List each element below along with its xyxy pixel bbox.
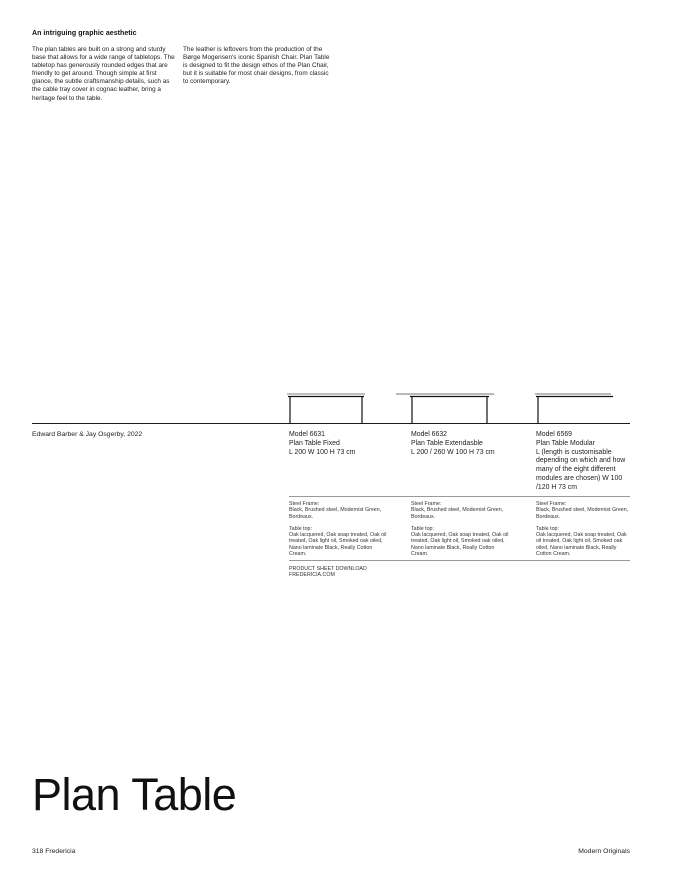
model-6631-info	[289, 431, 404, 457]
intro-heading: An intriguing graphic aesthetic	[32, 30, 137, 37]
top-label: Table top:	[536, 525, 559, 532]
main-divider	[32, 423, 630, 424]
table-modular-drawing	[533, 392, 615, 424]
frame-label: Steel Frame:	[289, 501, 320, 507]
model-dimensions: L 200 / 260 W 100 H 73 cm	[411, 448, 495, 456]
model-number: Model 6631	[289, 431, 326, 438]
page-title: Plan Table	[32, 769, 237, 820]
model-name: Plan Table Fixed	[289, 439, 340, 447]
model-6632-info	[411, 431, 529, 457]
model-6569-specs	[536, 501, 632, 557]
model-6569-info	[536, 431, 632, 493]
frame-options: Black, Brushed steel, Modernist Green, Bordeaux.	[411, 507, 504, 520]
footer-page-number: 318 Fredericia	[32, 848, 76, 855]
model-dimensions: L (length is customisable depending on which and how many of the eight different modules are chosen) W 100 /120 H 73 cm	[536, 448, 626, 491]
top-options: Oak lacquered, Oak soap treated, Oak oil treated, Oak light oil, Smoked oak oiled, Nano laminate Black, Really Cotton Cream.	[536, 532, 627, 558]
model-name: Plan Table Extendasble	[411, 439, 483, 447]
model-number: Model 6569	[536, 431, 573, 438]
model-dimensions: L 200 W 100 H 73 cm	[289, 448, 356, 456]
designer-credit: Edward Barber & Jay Osgerby, 2022	[32, 431, 143, 438]
spec-divider-bottom	[289, 560, 630, 561]
table-fixed-drawing	[287, 392, 367, 424]
table-extendable-drawing	[396, 392, 496, 424]
model-6631-specs	[289, 501, 389, 557]
product-sheet-download[interactable]	[289, 566, 367, 579]
frame-options: Black, Brushed steel, Modernist Green, Bordeaux.	[289, 507, 382, 520]
top-options: Oak lacquered, Oak soap treated, Oak oil treated, Oak light oil, Smoked oak oiled, Nano laminate Black, Really Cotton Cream.	[411, 532, 509, 558]
intro-paragraph-1: The plan tables are built on a strong and sturdy base that allows for a wide range of tabletops. The tabletop has generously rounded edges that are friendly to get around. Though simple at first glance, the subtle craftsmanship details, such as the cable tray cover in cognac leather, bring a heritage feel to the table.	[32, 46, 175, 102]
top-options: Oak lacquered, Oak soap treated, Oak oil treated, Oak light oil, Smoked oak oiled, Nano laminate Black, Really Cotton Cream.	[289, 532, 387, 558]
model-number: Model 6632	[411, 431, 448, 438]
footer-section: Modern Originals	[578, 848, 630, 855]
model-6632-specs	[411, 501, 511, 557]
top-label: Table top:	[411, 525, 434, 532]
model-name: Plan Table Modular	[536, 439, 595, 447]
intro-paragraph-2: The leather is leftovers from the production of the Børge Mogensen's iconic Spanish Chair. Plan Table is designed to fit the design ethos of the Plan Chair, but it is suitable for most chair designs, from classic to contemporary.	[183, 46, 330, 86]
spec-divider-top	[289, 496, 630, 497]
download-link[interactable]: FREDERICIA.COM	[289, 572, 335, 579]
frame-label: Steel Frame:	[536, 501, 567, 507]
top-label: Table top:	[289, 525, 312, 532]
download-label: PRODUCT SHEET DOWNLOAD	[289, 566, 367, 572]
frame-label: Steel Frame:	[411, 501, 442, 507]
frame-options: Black, Brushed steel, Modernist Green, Bordeaux.	[536, 507, 629, 520]
